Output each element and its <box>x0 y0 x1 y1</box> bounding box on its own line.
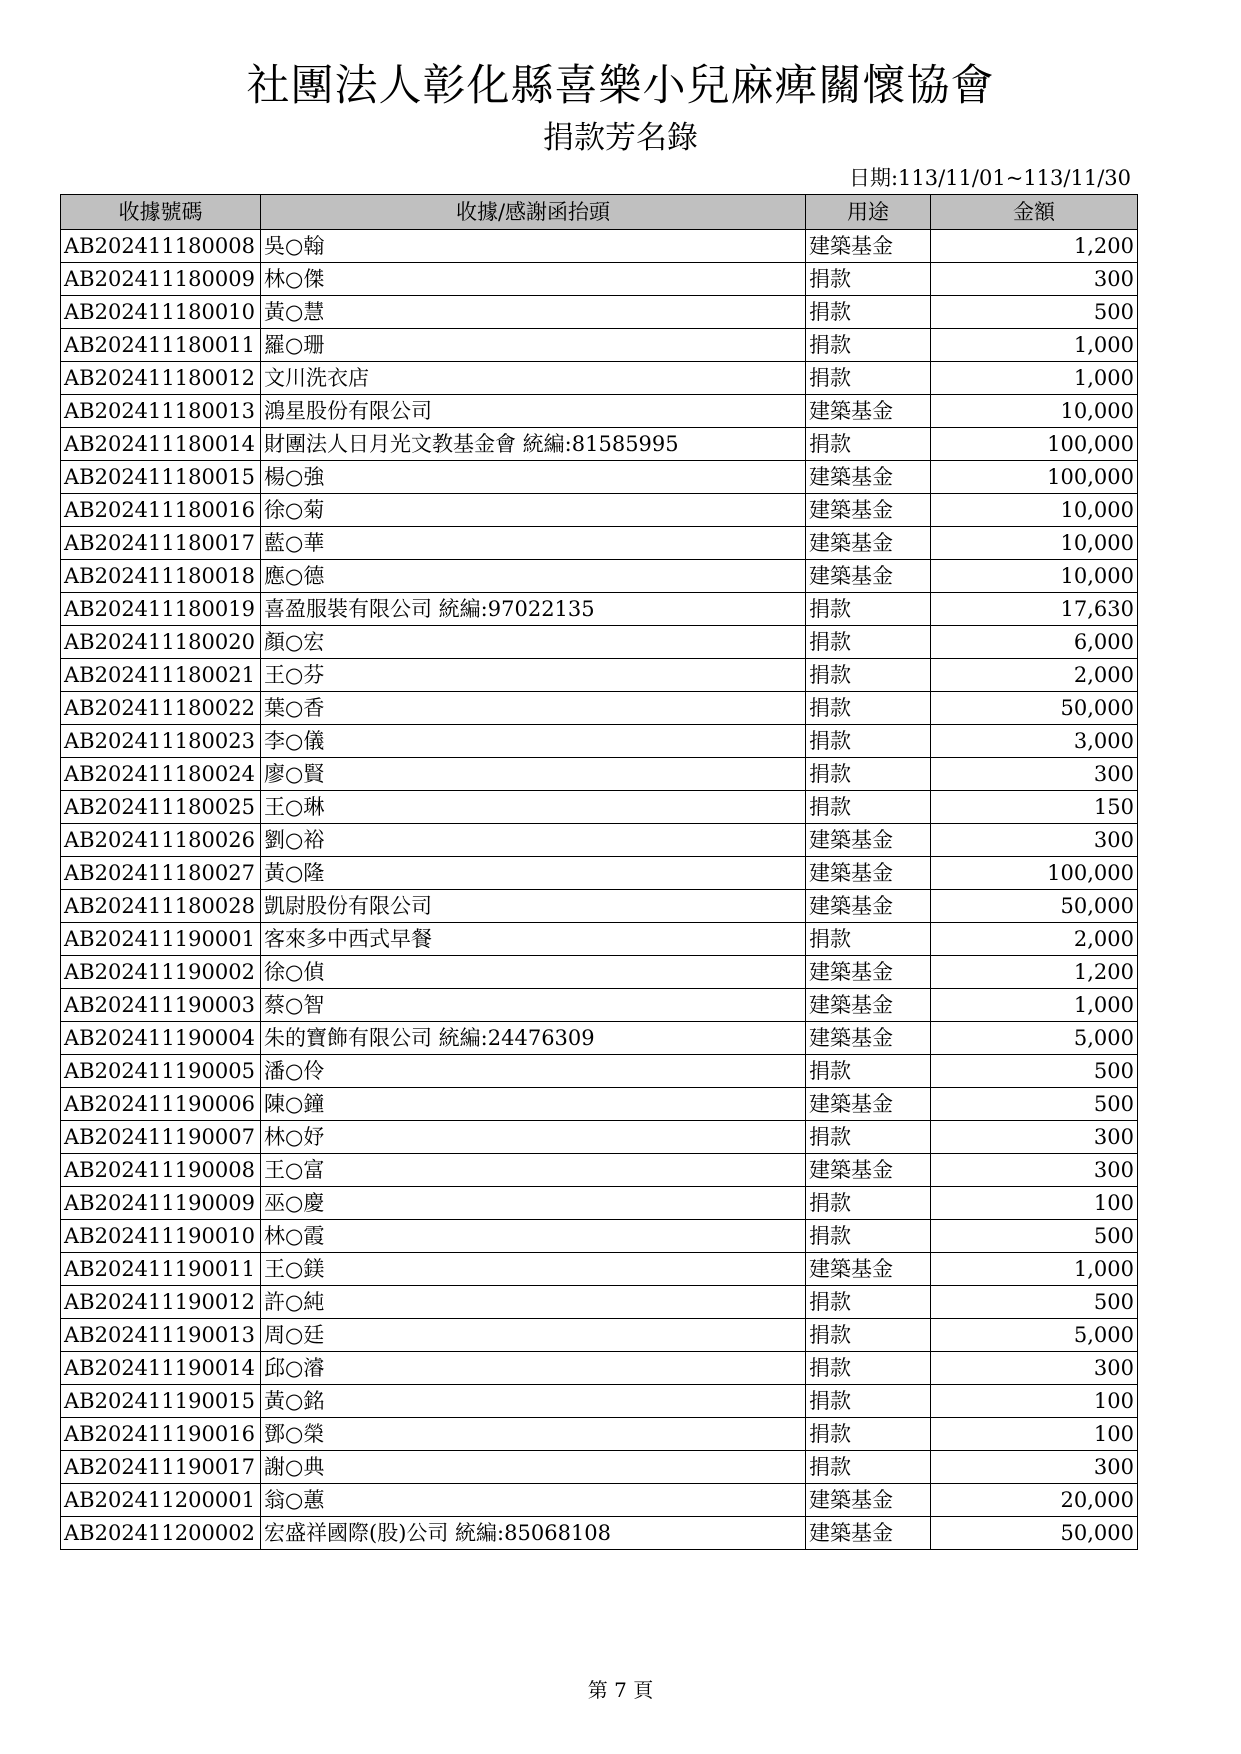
payee-cell: 廖○賢 <box>261 758 806 791</box>
receipt-number-cell: AB202411190005 <box>61 1055 261 1088</box>
receipt-number-cell: AB202411190008 <box>61 1154 261 1187</box>
payee-cell: 徐○偵 <box>261 956 806 989</box>
payee-cell: 劉○裕 <box>261 824 806 857</box>
amount-cell: 300 <box>931 1451 1138 1484</box>
amount-cell: 500 <box>931 1055 1138 1088</box>
purpose-cell: 建築基金 <box>806 395 931 428</box>
purpose-cell: 建築基金 <box>806 1022 931 1055</box>
amount-cell: 50,000 <box>931 1517 1138 1550</box>
amount-cell: 6,000 <box>931 626 1138 659</box>
purpose-cell: 建築基金 <box>806 494 931 527</box>
receipt-number-cell: AB202411180021 <box>61 659 261 692</box>
receipt-number-cell: AB202411180024 <box>61 758 261 791</box>
purpose-cell: 建築基金 <box>806 857 931 890</box>
amount-cell: 1,000 <box>931 329 1138 362</box>
payee-cell: 陳○鐘 <box>261 1088 806 1121</box>
amount-cell: 3,000 <box>931 725 1138 758</box>
amount-cell: 17,630 <box>931 593 1138 626</box>
payee-cell: 羅○珊 <box>261 329 806 362</box>
payee-cell: 李○儀 <box>261 725 806 758</box>
table-row <box>61 956 1138 989</box>
receipt-number-cell: AB202411190012 <box>61 1286 261 1319</box>
table-row <box>61 362 1138 395</box>
receipt-number-cell: AB202411190007 <box>61 1121 261 1154</box>
purpose-cell: 捐款 <box>806 263 931 296</box>
table-row <box>61 692 1138 725</box>
payee-cell: 黃○慧 <box>261 296 806 329</box>
table-row <box>61 1484 1138 1517</box>
payee-cell: 王○琳 <box>261 791 806 824</box>
receipt-number-cell: AB202411180013 <box>61 395 261 428</box>
purpose-cell: 捐款 <box>806 1385 931 1418</box>
payee-cell: 林○傑 <box>261 263 806 296</box>
receipt-number-cell: AB202411190002 <box>61 956 261 989</box>
table-row <box>61 1088 1138 1121</box>
amount-cell: 1,000 <box>931 989 1138 1022</box>
payee-cell: 財團法人日月光文教基金會 統編:81585995 <box>261 428 806 461</box>
receipt-number-cell: AB202411190004 <box>61 1022 261 1055</box>
table-row <box>61 1187 1138 1220</box>
receipt-number-cell: AB202411180011 <box>61 329 261 362</box>
amount-cell: 1,200 <box>931 956 1138 989</box>
table-row <box>61 428 1138 461</box>
table-body <box>61 230 1138 1550</box>
table-row <box>61 560 1138 593</box>
amount-cell: 5,000 <box>931 1022 1138 1055</box>
table-row <box>61 1022 1138 1055</box>
purpose-cell: 捐款 <box>806 593 931 626</box>
amount-cell: 100,000 <box>931 461 1138 494</box>
receipt-number-cell: AB202411190017 <box>61 1451 261 1484</box>
payee-cell: 翁○蕙 <box>261 1484 806 1517</box>
purpose-cell: 捐款 <box>806 1352 931 1385</box>
amount-cell: 150 <box>931 791 1138 824</box>
purpose-cell: 建築基金 <box>806 824 931 857</box>
receipt-number-cell: AB202411190010 <box>61 1220 261 1253</box>
amount-cell: 300 <box>931 1154 1138 1187</box>
table-row <box>61 890 1138 923</box>
payee-cell: 蔡○智 <box>261 989 806 1022</box>
payee-cell: 吳○翰 <box>261 230 806 263</box>
amount-cell: 100,000 <box>931 428 1138 461</box>
purpose-cell: 捐款 <box>806 329 931 362</box>
date-range: 日期:113/11/01~113/11/30 <box>848 166 1131 190</box>
receipt-number-cell: AB202411180018 <box>61 560 261 593</box>
purpose-cell: 捐款 <box>806 692 931 725</box>
table-row <box>61 329 1138 362</box>
payee-cell: 周○廷 <box>261 1319 806 1352</box>
payee-cell: 朱的寶飾有限公司 統編:24476309 <box>261 1022 806 1055</box>
purpose-cell: 捐款 <box>806 1055 931 1088</box>
amount-cell: 1,200 <box>931 230 1138 263</box>
payee-cell: 客來多中西式早餐 <box>261 923 806 956</box>
payee-cell: 徐○菊 <box>261 494 806 527</box>
amount-cell: 10,000 <box>931 560 1138 593</box>
purpose-cell: 捐款 <box>806 626 931 659</box>
amount-cell: 50,000 <box>931 890 1138 923</box>
amount-cell: 1,000 <box>931 1253 1138 1286</box>
amount-cell: 300 <box>931 1352 1138 1385</box>
purpose-cell: 建築基金 <box>806 1088 931 1121</box>
amount-cell: 300 <box>931 263 1138 296</box>
column-header-receipt-no: 收據號碼 <box>61 195 261 230</box>
amount-cell: 5,000 <box>931 1319 1138 1352</box>
amount-cell: 50,000 <box>931 692 1138 725</box>
payee-cell: 黃○銘 <box>261 1385 806 1418</box>
table-row <box>61 461 1138 494</box>
payee-cell: 藍○華 <box>261 527 806 560</box>
table-row <box>61 791 1138 824</box>
receipt-number-cell: AB202411190016 <box>61 1418 261 1451</box>
amount-cell: 100 <box>931 1385 1138 1418</box>
purpose-cell: 捐款 <box>806 758 931 791</box>
receipt-number-cell: AB202411190014 <box>61 1352 261 1385</box>
payee-cell: 王○鎂 <box>261 1253 806 1286</box>
table-row <box>61 725 1138 758</box>
payee-cell: 巫○慶 <box>261 1187 806 1220</box>
amount-cell: 300 <box>931 824 1138 857</box>
donor-table <box>60 194 1138 1550</box>
table-row <box>61 593 1138 626</box>
table-row <box>61 923 1138 956</box>
purpose-cell: 捐款 <box>806 1319 931 1352</box>
receipt-number-cell: AB202411180025 <box>61 791 261 824</box>
purpose-cell: 建築基金 <box>806 989 931 1022</box>
receipt-number-cell: AB202411180015 <box>61 461 261 494</box>
purpose-cell: 捐款 <box>806 1418 931 1451</box>
payee-cell: 王○富 <box>261 1154 806 1187</box>
amount-cell: 500 <box>931 296 1138 329</box>
amount-cell: 2,000 <box>931 659 1138 692</box>
column-header-amount: 金額 <box>931 195 1138 230</box>
receipt-number-cell: AB202411180023 <box>61 725 261 758</box>
receipt-number-cell: AB202411180019 <box>61 593 261 626</box>
receipt-number-cell: AB202411180014 <box>61 428 261 461</box>
table-row <box>61 1253 1138 1286</box>
table-row <box>61 527 1138 560</box>
table-row <box>61 1220 1138 1253</box>
receipt-number-cell: AB202411180028 <box>61 890 261 923</box>
receipt-number-cell: AB202411180008 <box>61 230 261 263</box>
payee-cell: 潘○伶 <box>261 1055 806 1088</box>
table-row <box>61 1352 1138 1385</box>
purpose-cell: 捐款 <box>806 362 931 395</box>
purpose-cell: 捐款 <box>806 725 931 758</box>
amount-cell: 10,000 <box>931 494 1138 527</box>
table-row <box>61 1055 1138 1088</box>
purpose-cell: 建築基金 <box>806 230 931 263</box>
table-row <box>61 1451 1138 1484</box>
payee-cell: 林○妤 <box>261 1121 806 1154</box>
table-row <box>61 1121 1138 1154</box>
purpose-cell: 捐款 <box>806 1286 931 1319</box>
column-header-payee: 收據/感謝函抬頭 <box>261 195 806 230</box>
payee-cell: 許○純 <box>261 1286 806 1319</box>
amount-cell: 100,000 <box>931 857 1138 890</box>
amount-cell: 10,000 <box>931 395 1138 428</box>
receipt-number-cell: AB202411180009 <box>61 263 261 296</box>
purpose-cell: 捐款 <box>806 296 931 329</box>
payee-cell: 宏盛祥國際(股)公司 統編:85068108 <box>261 1517 806 1550</box>
receipt-number-cell: AB202411180016 <box>61 494 261 527</box>
purpose-cell: 建築基金 <box>806 1253 931 1286</box>
table-row <box>61 263 1138 296</box>
amount-cell: 300 <box>931 758 1138 791</box>
purpose-cell: 建築基金 <box>806 560 931 593</box>
receipt-number-cell: AB202411180022 <box>61 692 261 725</box>
receipt-number-cell: AB202411190001 <box>61 923 261 956</box>
purpose-cell: 捐款 <box>806 428 931 461</box>
table-row <box>61 1319 1138 1352</box>
payee-cell: 應○德 <box>261 560 806 593</box>
receipt-number-cell: AB202411190015 <box>61 1385 261 1418</box>
receipt-number-cell: AB202411200002 <box>61 1517 261 1550</box>
receipt-number-cell: AB202411180017 <box>61 527 261 560</box>
table-row <box>61 626 1138 659</box>
purpose-cell: 建築基金 <box>806 956 931 989</box>
receipt-number-cell: AB202411180012 <box>61 362 261 395</box>
amount-cell: 500 <box>931 1088 1138 1121</box>
purpose-cell: 建築基金 <box>806 890 931 923</box>
table-row <box>61 296 1138 329</box>
receipt-number-cell: AB202411200001 <box>61 1484 261 1517</box>
receipt-number-cell: AB202411190003 <box>61 989 261 1022</box>
amount-cell: 20,000 <box>931 1484 1138 1517</box>
table-row <box>61 1418 1138 1451</box>
table-row <box>61 1517 1138 1550</box>
amount-cell: 100 <box>931 1418 1138 1451</box>
amount-cell: 2,000 <box>931 923 1138 956</box>
payee-cell: 顏○宏 <box>261 626 806 659</box>
table-row <box>61 1286 1138 1319</box>
purpose-cell: 建築基金 <box>806 1484 931 1517</box>
table-row <box>61 395 1138 428</box>
table-row <box>61 1154 1138 1187</box>
payee-cell: 楊○強 <box>261 461 806 494</box>
purpose-cell: 建築基金 <box>806 1517 931 1550</box>
payee-cell: 王○芬 <box>261 659 806 692</box>
amount-cell: 300 <box>931 1121 1138 1154</box>
table-row <box>61 1385 1138 1418</box>
purpose-cell: 捐款 <box>806 1451 931 1484</box>
amount-cell: 10,000 <box>931 527 1138 560</box>
table-row <box>61 659 1138 692</box>
purpose-cell: 建築基金 <box>806 461 931 494</box>
purpose-cell: 捐款 <box>806 791 931 824</box>
payee-cell: 文川洗衣店 <box>261 362 806 395</box>
purpose-cell: 捐款 <box>806 923 931 956</box>
document-subtitle: 捐款芳名錄 <box>543 120 698 156</box>
payee-cell: 鄧○榮 <box>261 1418 806 1451</box>
amount-cell: 500 <box>931 1286 1138 1319</box>
table-row <box>61 857 1138 890</box>
receipt-number-cell: AB202411180020 <box>61 626 261 659</box>
payee-cell: 喜盈服裝有限公司 統編:97022135 <box>261 593 806 626</box>
receipt-number-cell: AB202411180026 <box>61 824 261 857</box>
payee-cell: 鴻星股份有限公司 <box>261 395 806 428</box>
table-row <box>61 758 1138 791</box>
amount-cell: 500 <box>931 1220 1138 1253</box>
purpose-cell: 捐款 <box>806 1220 931 1253</box>
payee-cell: 黃○隆 <box>261 857 806 890</box>
header-row <box>61 195 1138 230</box>
amount-cell: 100 <box>931 1187 1138 1220</box>
table-header <box>61 195 1138 230</box>
document-title: 社團法人彰化縣喜樂小兒麻痺關懷協會 <box>246 61 995 111</box>
purpose-cell: 捐款 <box>806 1187 931 1220</box>
payee-cell: 謝○典 <box>261 1451 806 1484</box>
receipt-number-cell: AB202411190006 <box>61 1088 261 1121</box>
purpose-cell: 建築基金 <box>806 527 931 560</box>
page-number: 第 7 頁 <box>587 1678 654 1702</box>
payee-cell: 林○霞 <box>261 1220 806 1253</box>
payee-cell: 邱○濬 <box>261 1352 806 1385</box>
purpose-cell: 捐款 <box>806 659 931 692</box>
receipt-number-cell: AB202411190011 <box>61 1253 261 1286</box>
receipt-number-cell: AB202411180027 <box>61 857 261 890</box>
payee-cell: 葉○香 <box>261 692 806 725</box>
table-row <box>61 494 1138 527</box>
table-row <box>61 824 1138 857</box>
table-row <box>61 230 1138 263</box>
purpose-cell: 捐款 <box>806 1121 931 1154</box>
column-header-purpose: 用途 <box>806 195 931 230</box>
purpose-cell: 建築基金 <box>806 1154 931 1187</box>
table-row <box>61 989 1138 1022</box>
receipt-number-cell: AB202411190013 <box>61 1319 261 1352</box>
receipt-number-cell: AB202411180010 <box>61 296 261 329</box>
amount-cell: 1,000 <box>931 362 1138 395</box>
receipt-number-cell: AB202411190009 <box>61 1187 261 1220</box>
payee-cell: 凱尉股份有限公司 <box>261 890 806 923</box>
